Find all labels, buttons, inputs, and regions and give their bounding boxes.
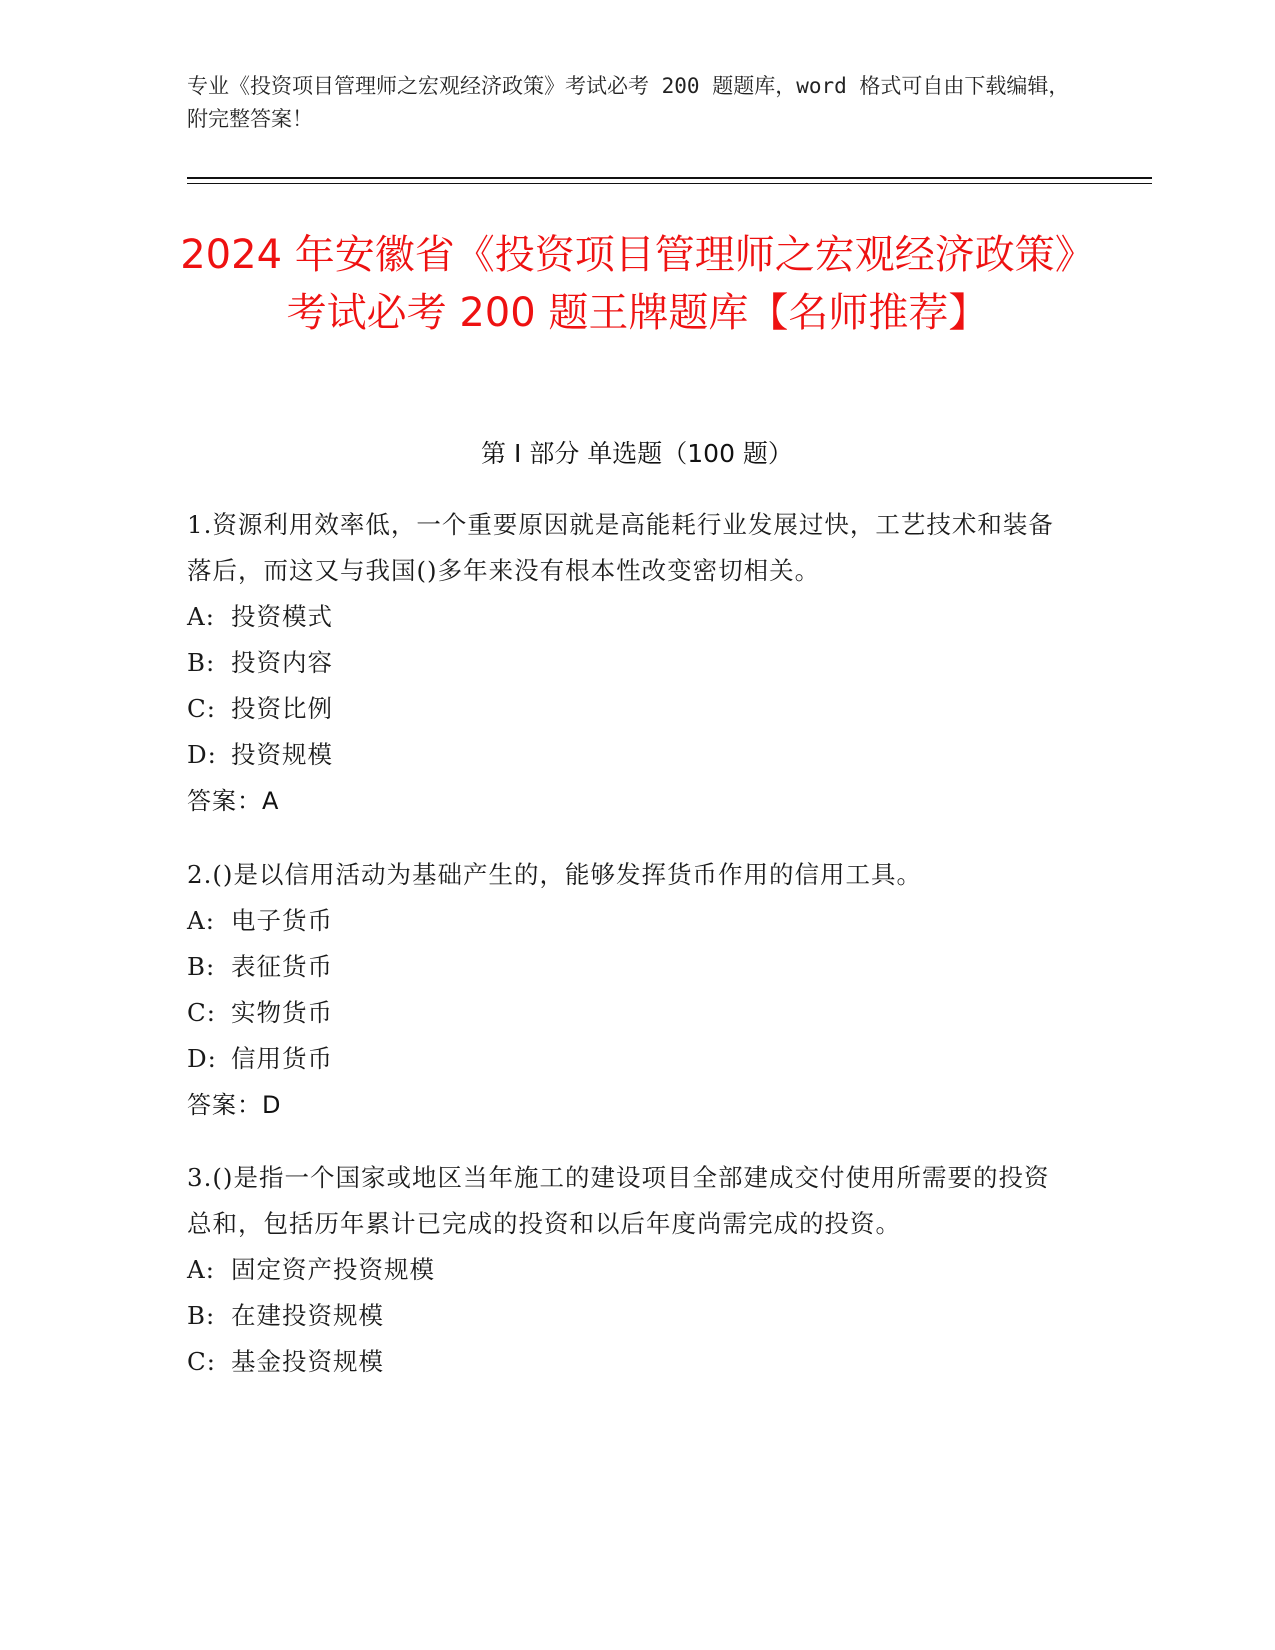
question-1-option-c [187, 686, 1067, 732]
option-text: 基金投资规模 [231, 1347, 384, 1376]
question-2-option-b [187, 944, 1067, 990]
question-2 [187, 852, 1067, 1128]
question-1-option-b [187, 640, 1067, 686]
option-letter: D: [187, 1044, 217, 1073]
question-1-option-d [187, 732, 1067, 778]
header-rule-thin [187, 183, 1152, 184]
question-1-answer: 答案：A [187, 787, 280, 815]
option-letter: B: [187, 952, 216, 981]
question-3-option-c [187, 1339, 1067, 1385]
option-letter: A: [187, 906, 215, 935]
question-2-answer: 答案：D [187, 1091, 282, 1119]
question-2-option-a [187, 898, 1067, 944]
option-text: 表征货币 [231, 952, 333, 981]
question-2-option-d [187, 1036, 1067, 1082]
document-title: 2024 年安徽省《投资项目管理师之宏观经济政策》考试必考 200 题王牌题库【名师推荐】 [180, 232, 1095, 336]
option-letter: D: [187, 740, 217, 769]
option-text: 在建投资规模 [231, 1301, 384, 1330]
question-3 [187, 1155, 1067, 1385]
option-letter: A: [187, 602, 215, 631]
option-text: 电子货币 [231, 906, 333, 935]
question-1-option-a [187, 594, 1067, 640]
section-title: 第 I 部分 单选题（100 题） [481, 439, 793, 468]
option-text: 投资比例 [231, 694, 333, 723]
question-3-text: 3.()是指一个国家或地区当年施工的建设项目全部建成交付使用所需要的投资总和，包括历年累计已完成的投资和以后年度尚需完成的投资。 [187, 1163, 1050, 1238]
option-letter: B: [187, 1301, 216, 1330]
question-1 [187, 502, 1067, 824]
header-note: 专业《投资项目管理师之宏观经济政策》考试必考 200 题题库，word 格式可自由下载编辑，附完整答案！ [187, 74, 1070, 131]
option-letter: B: [187, 648, 216, 677]
option-letter: C: [187, 694, 217, 723]
option-letter: A: [187, 1255, 215, 1284]
option-text: 投资内容 [231, 648, 333, 677]
option-letter: C: [187, 998, 217, 1027]
option-letter: C: [187, 1347, 217, 1376]
option-text: 投资模式 [231, 602, 333, 631]
question-3-option-b [187, 1293, 1067, 1339]
question-1-text: 1.资源利用效率低，一个重要原因就是高能耗行业发展过快，工艺技术和装备落后，而这又与我国()多年来没有根本性改变密切相关。 [187, 510, 1054, 585]
question-2-option-c [187, 990, 1067, 1036]
header-rule-thick [187, 177, 1152, 179]
question-2-text: 2.()是以信用活动为基础产生的，能够发挥货币作用的信用工具。 [187, 860, 922, 889]
option-text: 投资规模 [231, 740, 333, 769]
option-text: 固定资产投资规模 [231, 1255, 435, 1284]
option-text: 实物货币 [231, 998, 333, 1027]
question-3-option-a [187, 1247, 1067, 1293]
option-text: 信用货币 [231, 1044, 333, 1073]
